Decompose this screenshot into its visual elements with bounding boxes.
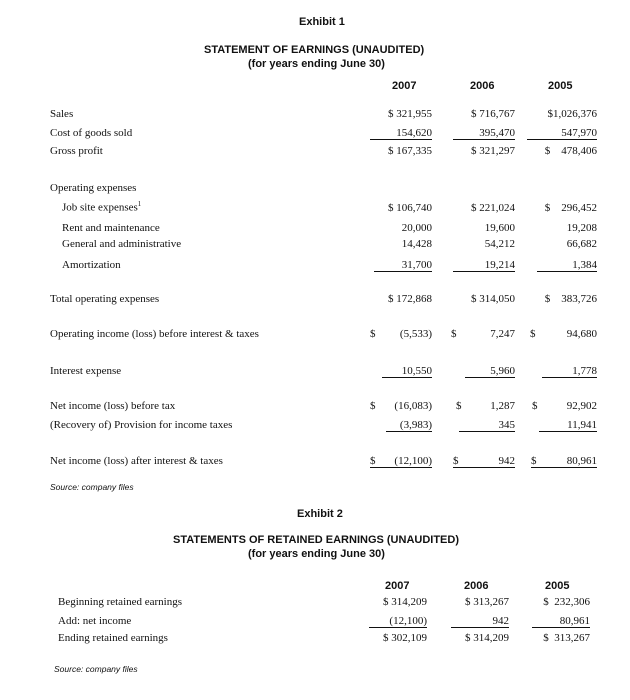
opincome-2007: (5,533)	[399, 328, 432, 340]
nibt-2005: 92,902	[566, 400, 597, 412]
row-label-ending-retained: Ending retained earnings	[58, 632, 168, 644]
nibt-2007: (16,083)	[394, 400, 432, 412]
tax-2005: 11,941	[539, 419, 597, 432]
ni-2007: (12,100)	[394, 455, 432, 467]
totalopex-2005: $ 383,726	[544, 293, 597, 305]
nibt-2007-dollar: $	[370, 400, 376, 412]
row-label-add-net-income: Add: net income	[58, 615, 132, 627]
row-label-cogs: Cost of goods sold	[50, 127, 133, 139]
row-label-rent: Rent and maintenance	[62, 222, 160, 234]
footnote-marker: 1	[137, 200, 142, 208]
rent-2005: 19,208	[566, 222, 597, 234]
amort-2007: 31,700	[374, 259, 432, 272]
exhibit-2-label: Exhibit 2	[297, 508, 343, 520]
col-header-2005: 2005	[548, 80, 573, 92]
jobsite-2006: $ 221,024	[471, 202, 515, 214]
ex2-col-header-2007: 2007	[385, 580, 410, 592]
interest-2006: 5,960	[465, 365, 515, 378]
ni-2007-cell	[370, 455, 432, 468]
col-header-2006: 2006	[470, 80, 495, 92]
ni-2005: 80,961	[566, 455, 597, 467]
job-site-label-text: Job site expenses	[62, 201, 138, 214]
opincome-2005: 94,680	[566, 328, 597, 340]
begin-2005: $ 232,306	[543, 596, 590, 608]
end-2007: $ 302,109	[383, 632, 427, 644]
exhibit-2-subtitle: (for years ending June 30)	[248, 548, 385, 560]
nibt-2006: 1,287	[490, 400, 515, 412]
amort-2005: 1,384	[537, 259, 597, 272]
col-header-2007: 2007	[392, 80, 417, 92]
sales-2007: $ 321,955	[388, 108, 432, 120]
opincome-2006-dollar: $	[451, 328, 457, 340]
interest-2005: 1,778	[542, 365, 597, 378]
ni-2005-cell	[531, 455, 597, 468]
row-label-net-income: Net income (loss) after interest & taxes	[50, 455, 223, 467]
ni-2007-dollar: $	[370, 455, 376, 467]
sales-2005: $1,026,376	[547, 108, 597, 120]
jobsite-2007: $ 106,740	[388, 202, 432, 214]
ni-2006: 942	[498, 455, 515, 467]
ni-2006-dollar: $	[453, 455, 459, 467]
jobsite-2005: $ 296,452	[544, 202, 597, 214]
add-2007: (12,100)	[369, 615, 427, 628]
ga-2007: 14,428	[401, 238, 432, 250]
row-label-gross-profit: Gross profit	[50, 145, 103, 157]
amort-2006: 19,214	[453, 259, 515, 272]
ex2-col-header-2005: 2005	[545, 580, 570, 592]
exhibit-1-subtitle: (for years ending June 30)	[248, 58, 385, 70]
gross-2005: $ 478,406	[544, 145, 597, 157]
nibt-2005-dollar: $	[532, 400, 538, 412]
ni-2006-cell	[453, 455, 515, 468]
totalopex-2006: $ 314,050	[471, 293, 515, 305]
cogs-2007: 154,620	[370, 127, 432, 140]
nibt-2006-dollar: $	[456, 400, 462, 412]
row-label-total-opex: Total operating expenses	[50, 293, 160, 305]
begin-2007: $ 314,209	[383, 596, 427, 608]
exhibit-2-source: Source: company files	[54, 664, 138, 674]
exhibit-1-source: Source: company files	[50, 482, 134, 492]
sales-2006: $ 716,767	[471, 108, 515, 120]
ga-2005: 66,682	[566, 238, 597, 250]
interest-2007: 10,550	[382, 365, 432, 378]
add-2006: 942	[451, 615, 509, 628]
opincome-2007-dollar: $	[370, 328, 376, 340]
row-label-beginning-retained: Beginning retained earnings	[58, 596, 183, 608]
rent-2006: 19,600	[484, 222, 515, 234]
row-label-operating-income: Operating income (loss) before interest & taxes	[50, 328, 259, 340]
opincome-2005-dollar: $	[530, 328, 536, 340]
gross-2006: $ 321,297	[471, 145, 515, 157]
tax-2006: 345	[459, 419, 515, 432]
end-2006: $ 314,209	[465, 632, 509, 644]
exhibit-1-label: Exhibit 1	[299, 16, 345, 28]
rent-2007: 20,000	[401, 222, 432, 234]
add-2005: 80,961	[532, 615, 590, 628]
row-label-job-site	[62, 200, 141, 214]
exhibit-1-title: STATEMENT OF EARNINGS (UNAUDITED)	[204, 44, 425, 56]
cogs-2005: 547,970	[527, 127, 597, 140]
ni-2005-dollar: $	[531, 455, 537, 467]
opincome-2006: 7,247	[490, 328, 515, 340]
row-label-income-taxes: (Recovery of) Provision for income taxes	[50, 419, 233, 431]
gross-2007: $ 167,335	[388, 145, 432, 157]
exhibit-2-title: STATEMENTS OF RETAINED EARNINGS (UNAUDITED)	[173, 534, 459, 546]
row-label-interest-expense: Interest expense	[50, 365, 122, 377]
row-label-operating-expenses: Operating expenses	[50, 182, 137, 194]
totalopex-2007: $ 172,868	[388, 293, 432, 305]
row-label-general-admin: General and administrative	[62, 238, 182, 250]
tax-2007: (3,983)	[386, 419, 432, 432]
ex2-col-header-2006: 2006	[464, 580, 489, 592]
end-2005: $ 313,267	[543, 632, 590, 644]
row-label-net-income-before-tax: Net income (loss) before tax	[50, 400, 176, 412]
begin-2006: $ 313,267	[465, 596, 509, 608]
row-label-amortization: Amortization	[62, 259, 121, 271]
ga-2006: 54,212	[484, 238, 515, 250]
row-label-sales: Sales	[50, 108, 74, 120]
cogs-2006: 395,470	[453, 127, 515, 140]
